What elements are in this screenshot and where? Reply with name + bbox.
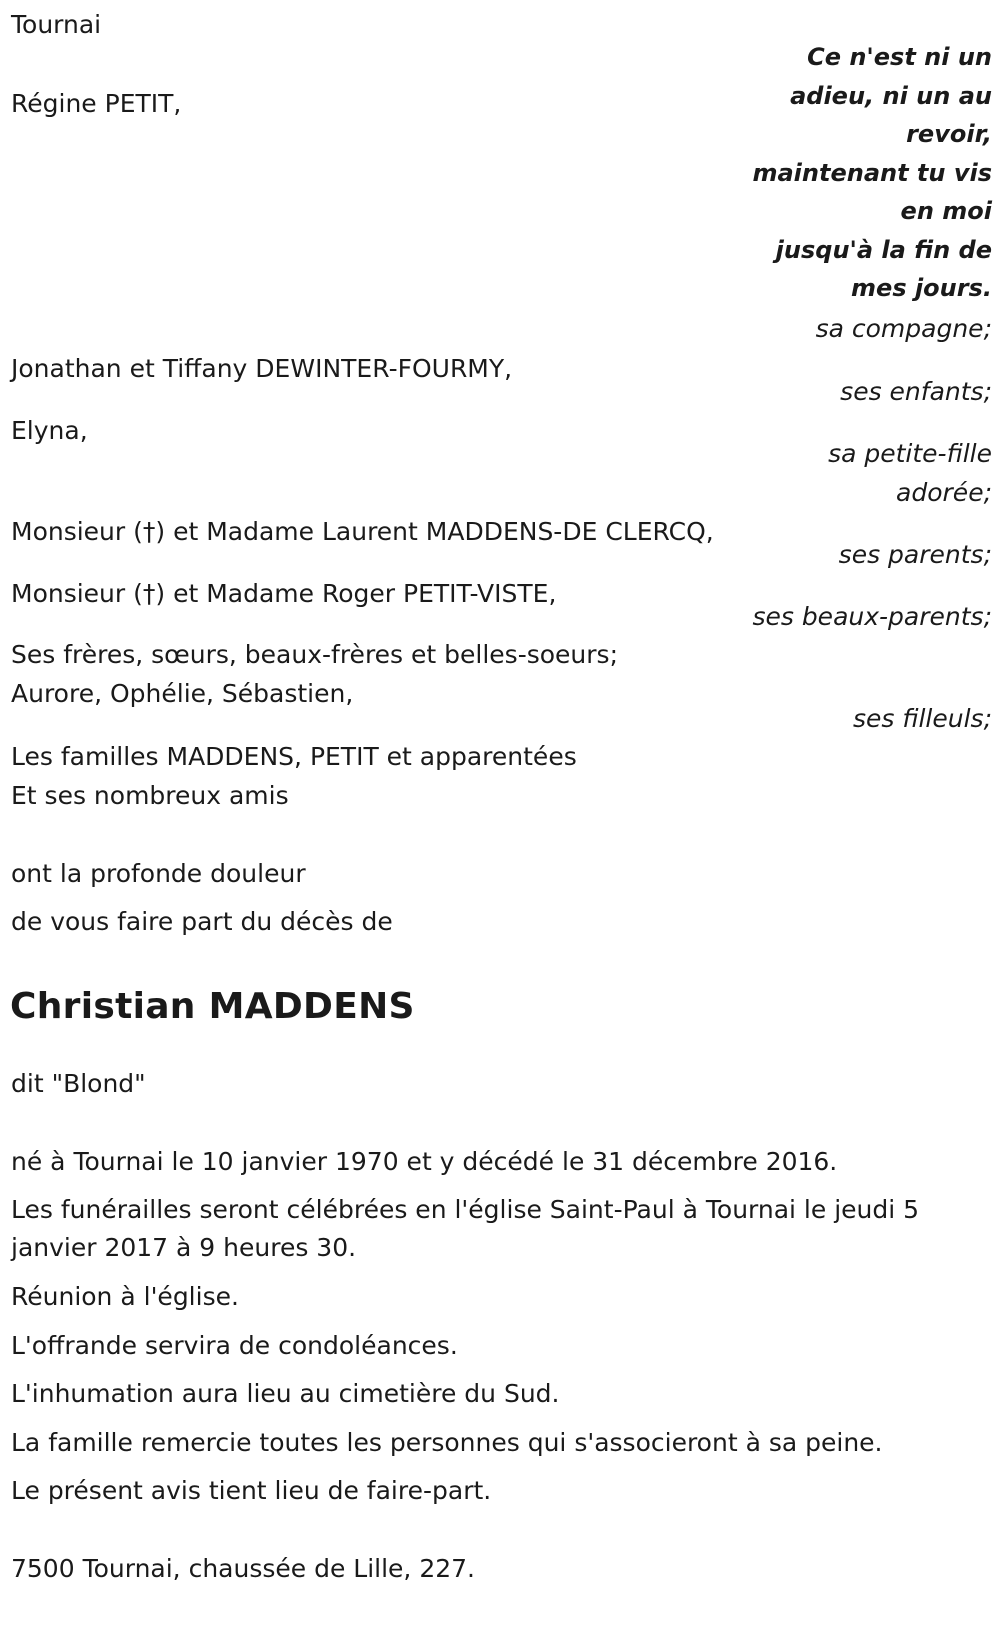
epitaph-quote (732, 38, 992, 308)
quote-line: jusqu'à la fin de (775, 235, 992, 264)
godchildren-role: ses filleuls; (852, 704, 992, 733)
children-names: Jonathan et Tiffany DEWINTER-FOURMY, (11, 354, 513, 383)
children-role: ses enfants; (840, 377, 992, 406)
deceased-name: Christian MADDENS (10, 986, 415, 1027)
partner-role: sa compagne; (815, 314, 992, 343)
address-line: 7500 Tournai, chaussée de Lille, 227. (11, 1554, 475, 1583)
partner-name: Régine PETIT, (11, 89, 182, 118)
notice-line: Le présent avis tient lieu de faire-part. (11, 1476, 492, 1505)
announcement-line: de vous faire part du décès de (11, 907, 393, 936)
quote-line: adieu, ni un au (790, 81, 992, 110)
quote-line: en moi (900, 197, 992, 225)
quote-line: mes jours. (851, 274, 992, 302)
godchildren-names: Aurore, Ophélie, Sébastien, (11, 679, 354, 708)
families-line: Les familles MADDENS, PETIT et apparentées (11, 742, 577, 771)
in-laws-names: Monsieur (†) et Madame Roger PETIT-VISTE, (11, 579, 557, 608)
funeral-details: Les funérailles seront célébrées en l'église Saint-Paul à Tournai le jeudi 5 janvier 2017 à 9 heures 30. (11, 1195, 920, 1262)
offering-line: L'offrande servira de condoléances. (11, 1331, 458, 1360)
granddaughter-name: Elyna, (11, 416, 88, 445)
quote-line: revoir, (906, 120, 992, 148)
quote-line: maintenant tu vis (752, 158, 992, 187)
burial-line: L'inhumation aura lieu au cimetière du Sud. (11, 1379, 560, 1408)
deceased-nickname: dit "Blond" (11, 1069, 146, 1098)
parents-names: Monsieur (†) et Madame Laurent MADDENS-DE CLERCQ, (11, 517, 714, 546)
meeting-line: Réunion à l'église. (11, 1282, 239, 1311)
thanks-line: La famille remercie toutes les personnes qui s'associeront à sa peine. (11, 1428, 883, 1457)
granddaughter-role-cont: adorée; (896, 478, 992, 507)
announcement-line: ont la profonde douleur (11, 859, 306, 888)
birth-death-line: né à Tournai le 10 janvier 1970 et y décédé le 31 décembre 2016. (11, 1147, 838, 1176)
granddaughter-role: sa petite-fille (828, 439, 992, 468)
quote-line: Ce n'est ni un (807, 43, 992, 71)
friends-line: Et ses nombreux amis (11, 781, 289, 810)
in-laws-role: ses beaux-parents; (752, 602, 992, 631)
city-heading: Tournai (11, 10, 102, 39)
siblings-line: Ses frères, sœurs, beaux-frères et belles-soeurs; (11, 640, 618, 669)
parents-role: ses parents; (838, 540, 992, 569)
